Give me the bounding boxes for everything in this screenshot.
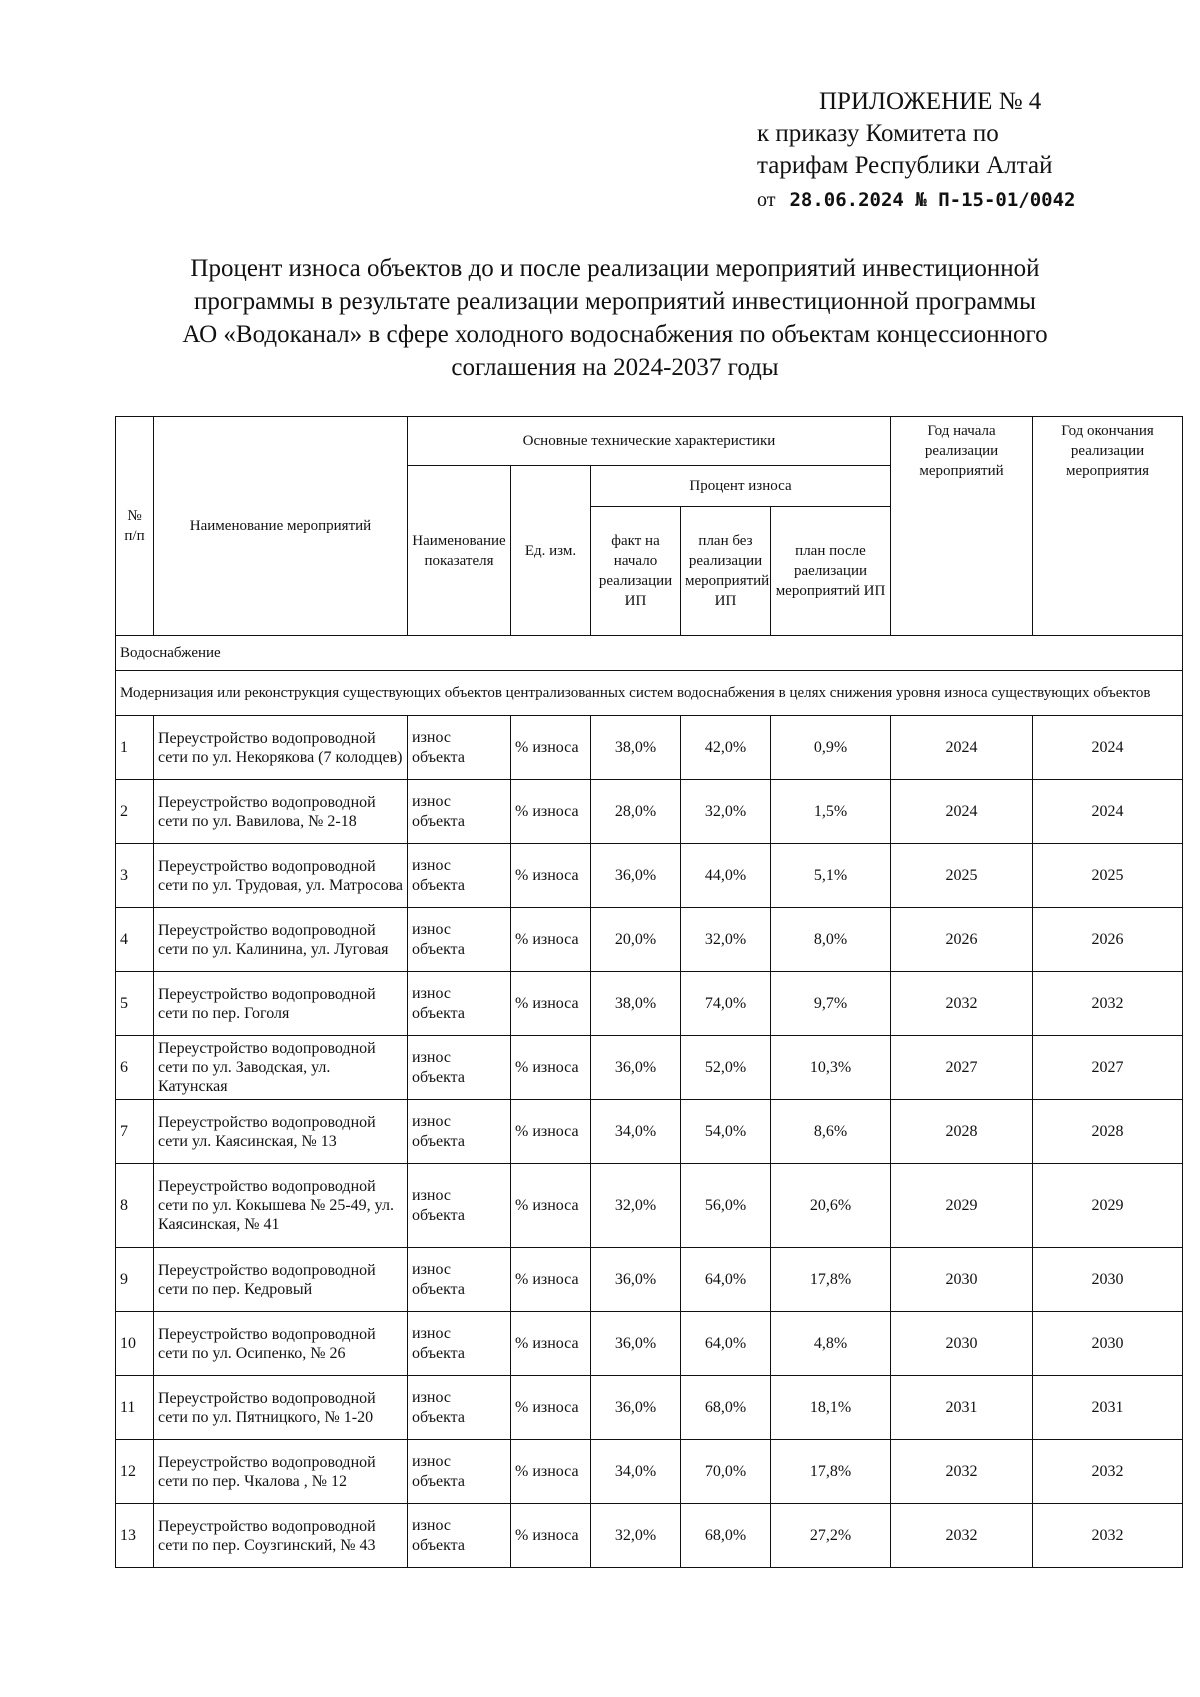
row-fact: 36,0% <box>591 1036 681 1100</box>
row-unit: % износа <box>511 1312 591 1376</box>
table-row <box>116 1312 1183 1376</box>
row-name: Переустройство водопроводной сети по ул. Заводская, ул. Катунская <box>154 1036 408 1100</box>
row-plan-without: 32,0% <box>681 908 771 972</box>
subsection-title: Модернизация или реконструкция существующих объектов централизованных систем водоснабжения в целях снижения уровня износа существующих объектов <box>116 671 1183 716</box>
row-fact: 36,0% <box>591 844 681 908</box>
row-unit: % износа <box>511 1504 591 1568</box>
row-unit: % износа <box>511 908 591 972</box>
header-wear: Процент износа <box>591 466 891 507</box>
row-year-end: 2031 <box>1033 1376 1183 1440</box>
row-indicator: износ объекта <box>408 1440 511 1504</box>
table-row <box>116 1100 1183 1164</box>
row-year-start: 2030 <box>891 1248 1033 1312</box>
row-number: 12 <box>116 1440 154 1504</box>
row-plan-after: 5,1% <box>771 844 891 908</box>
row-name: Переустройство водопроводной сети по ул. Пятницкого, № 1-20 <box>154 1376 408 1440</box>
row-name: Переустройство водопроводной сети по пер. Чкалова , № 12 <box>154 1440 408 1504</box>
row-year-end: 2032 <box>1033 972 1183 1036</box>
row-plan-after: 20,6% <box>771 1164 891 1248</box>
table-row <box>116 1376 1183 1440</box>
row-unit: % износа <box>511 1100 591 1164</box>
row-plan-after: 10,3% <box>771 1036 891 1100</box>
row-fact: 34,0% <box>591 1100 681 1164</box>
row-unit: % износа <box>511 780 591 844</box>
header-unit: Ед. изм. <box>511 466 591 636</box>
row-plan-without: 56,0% <box>681 1164 771 1248</box>
header-name: Наименование мероприятий <box>154 417 408 636</box>
row-fact: 36,0% <box>591 1248 681 1312</box>
row-plan-after: 18,1% <box>771 1376 891 1440</box>
row-year-start: 2029 <box>891 1164 1033 1248</box>
row-fact: 28,0% <box>591 780 681 844</box>
header-fact: факт на начало реализации ИП <box>591 507 681 636</box>
row-plan-without: 70,0% <box>681 1440 771 1504</box>
table-row <box>116 972 1183 1036</box>
row-name: Переустройство водопроводной сети по ул. Вавилова, № 2-18 <box>154 780 408 844</box>
row-indicator: износ объекта <box>408 780 511 844</box>
row-plan-after: 17,8% <box>771 1248 891 1312</box>
row-year-end: 2032 <box>1033 1504 1183 1568</box>
row-name: Переустройство водопроводной сети по пер. Кедровый <box>154 1248 408 1312</box>
row-unit: % износа <box>511 844 591 908</box>
table-row <box>116 780 1183 844</box>
row-fact: 32,0% <box>591 1504 681 1568</box>
row-plan-without: 44,0% <box>681 844 771 908</box>
row-number: 2 <box>116 780 154 844</box>
row-plan-without: 42,0% <box>681 716 771 780</box>
row-fact: 38,0% <box>591 716 681 780</box>
row-name: Переустройство водопроводной сети по ул. Калинина, ул. Луговая <box>154 908 408 972</box>
row-plan-without: 68,0% <box>681 1504 771 1568</box>
title-line-4: соглашения на 2024-2037 годы <box>451 354 779 381</box>
appendix-line-1: к приказу Комитета по <box>757 120 999 147</box>
row-unit: % износа <box>511 716 591 780</box>
row-indicator: износ объекта <box>408 716 511 780</box>
row-unit: % износа <box>511 1440 591 1504</box>
appendix-order <box>757 184 1177 216</box>
row-name: Переустройство водопроводной сети ул. Каясинская, № 13 <box>154 1100 408 1164</box>
row-name: Переустройство водопроводной сети по пер. Гоголя <box>154 972 408 1036</box>
row-year-end: 2024 <box>1033 780 1183 844</box>
row-plan-without: 52,0% <box>681 1036 771 1100</box>
row-plan-after: 0,9% <box>771 716 891 780</box>
row-indicator: износ объекта <box>408 844 511 908</box>
section-title: Водоснабжение <box>116 636 1183 671</box>
row-fact: 20,0% <box>591 908 681 972</box>
row-plan-without: 74,0% <box>681 972 771 1036</box>
title-line-2: программы в результате реализации мероприятий инвестиционной программы <box>194 288 1036 315</box>
row-plan-after: 8,0% <box>771 908 891 972</box>
title-line-3: АО «Водоканал» в сфере холодного водоснабжения по объектам концессионного <box>182 321 1048 348</box>
row-year-start: 2025 <box>891 844 1033 908</box>
row-plan-after: 27,2% <box>771 1504 891 1568</box>
row-year-end: 2024 <box>1033 716 1183 780</box>
row-indicator: износ объекта <box>408 1164 511 1248</box>
header-num: № п/п <box>116 417 154 636</box>
row-number: 7 <box>116 1100 154 1164</box>
header-indicator: Наименование показателя <box>408 466 511 636</box>
row-plan-without: 64,0% <box>681 1248 771 1312</box>
row-plan-without: 68,0% <box>681 1376 771 1440</box>
row-year-start: 2032 <box>891 1440 1033 1504</box>
row-number: 3 <box>116 844 154 908</box>
row-year-end: 2032 <box>1033 1440 1183 1504</box>
row-plan-after: 4,8% <box>771 1312 891 1376</box>
wear-table <box>115 416 1183 1568</box>
table-row <box>116 1164 1183 1248</box>
row-plan-after: 8,6% <box>771 1100 891 1164</box>
row-year-end: 2026 <box>1033 908 1183 972</box>
row-indicator: износ объекта <box>408 908 511 972</box>
order-prefix: от <box>757 189 776 211</box>
row-plan-after: 9,7% <box>771 972 891 1036</box>
title-line-1: Процент износа объектов до и после реализации мероприятий инвестиционной <box>190 255 1040 282</box>
row-unit: % износа <box>511 1248 591 1312</box>
row-number: 5 <box>116 972 154 1036</box>
row-indicator: износ объекта <box>408 1504 511 1568</box>
row-number: 13 <box>116 1504 154 1568</box>
row-year-start: 2032 <box>891 972 1033 1036</box>
row-plan-without: 54,0% <box>681 1100 771 1164</box>
row-year-end: 2025 <box>1033 844 1183 908</box>
row-indicator: износ объекта <box>408 972 511 1036</box>
row-year-end: 2028 <box>1033 1100 1183 1164</box>
row-fact: 36,0% <box>591 1376 681 1440</box>
row-name: Переустройство водопроводной сети по ул. Кокышева № 25-49, ул. Каясинская, № 41 <box>154 1164 408 1248</box>
document-title <box>110 252 1120 384</box>
row-year-end: 2030 <box>1033 1312 1183 1376</box>
row-year-start: 2030 <box>891 1312 1033 1376</box>
row-plan-without: 32,0% <box>681 780 771 844</box>
row-number: 4 <box>116 908 154 972</box>
table-row <box>116 1248 1183 1312</box>
header-year-start: Год начала реализации мероприятий <box>891 417 1033 636</box>
header-plan-after: план после раелизации мероприятий ИП <box>771 507 891 636</box>
order-text: 28.06.2024 № П-15-01/0042 <box>789 189 1076 211</box>
row-indicator: износ объекта <box>408 1248 511 1312</box>
table-row <box>116 908 1183 972</box>
row-name: Переустройство водопроводной сети по ул. Трудовая, ул. Матросова <box>154 844 408 908</box>
row-name: Переустройство водопроводной сети по ул. Осипенко, № 26 <box>154 1312 408 1376</box>
row-name: Переустройство водопроводной сети по пер. Соузгинский, № 43 <box>154 1504 408 1568</box>
row-year-start: 2027 <box>891 1036 1033 1100</box>
row-year-start: 2026 <box>891 908 1033 972</box>
appendix-title: ПРИЛОЖЕНИЕ № 4 <box>819 88 1042 115</box>
row-year-end: 2027 <box>1033 1036 1183 1100</box>
row-year-start: 2024 <box>891 780 1033 844</box>
table-row <box>116 716 1183 780</box>
appendix-line-2: тарифам Республики Алтай <box>757 152 1053 179</box>
row-fact: 34,0% <box>591 1440 681 1504</box>
table-row <box>116 1504 1183 1568</box>
row-fact: 32,0% <box>591 1164 681 1248</box>
subsection-row <box>116 671 1183 716</box>
row-year-start: 2032 <box>891 1504 1033 1568</box>
row-name: Переустройство водопроводной сети по ул. Некорякова (7 колодцев) <box>154 716 408 780</box>
table-row <box>116 1440 1183 1504</box>
row-unit: % износа <box>511 972 591 1036</box>
row-unit: % износа <box>511 1376 591 1440</box>
table-row <box>116 844 1183 908</box>
row-year-start: 2031 <box>891 1376 1033 1440</box>
row-indicator: износ объекта <box>408 1100 511 1164</box>
header-plan-without: план без реализации мероприятий ИП <box>681 507 771 636</box>
row-indicator: износ объекта <box>408 1376 511 1440</box>
row-plan-without: 64,0% <box>681 1312 771 1376</box>
row-year-start: 2024 <box>891 716 1033 780</box>
row-year-start: 2028 <box>891 1100 1033 1164</box>
row-number: 8 <box>116 1164 154 1248</box>
row-fact: 36,0% <box>591 1312 681 1376</box>
section-row <box>116 636 1183 671</box>
header-year-end: Год окончания реализации мероприятия <box>1033 417 1183 636</box>
row-number: 1 <box>116 716 154 780</box>
row-unit: % износа <box>511 1036 591 1100</box>
header-tech: Основные технические характеристики <box>408 417 891 466</box>
row-number: 10 <box>116 1312 154 1376</box>
row-year-end: 2029 <box>1033 1164 1183 1248</box>
row-year-end: 2030 <box>1033 1248 1183 1312</box>
row-plan-after: 1,5% <box>771 780 891 844</box>
row-fact: 38,0% <box>591 972 681 1036</box>
row-plan-after: 17,8% <box>771 1440 891 1504</box>
row-indicator: износ объекта <box>408 1036 511 1100</box>
row-indicator: износ объекта <box>408 1312 511 1376</box>
row-unit: % износа <box>511 1164 591 1248</box>
row-number: 6 <box>116 1036 154 1100</box>
table-row <box>116 1036 1183 1100</box>
appendix-header <box>757 86 1177 216</box>
row-number: 11 <box>116 1376 154 1440</box>
row-number: 9 <box>116 1248 154 1312</box>
